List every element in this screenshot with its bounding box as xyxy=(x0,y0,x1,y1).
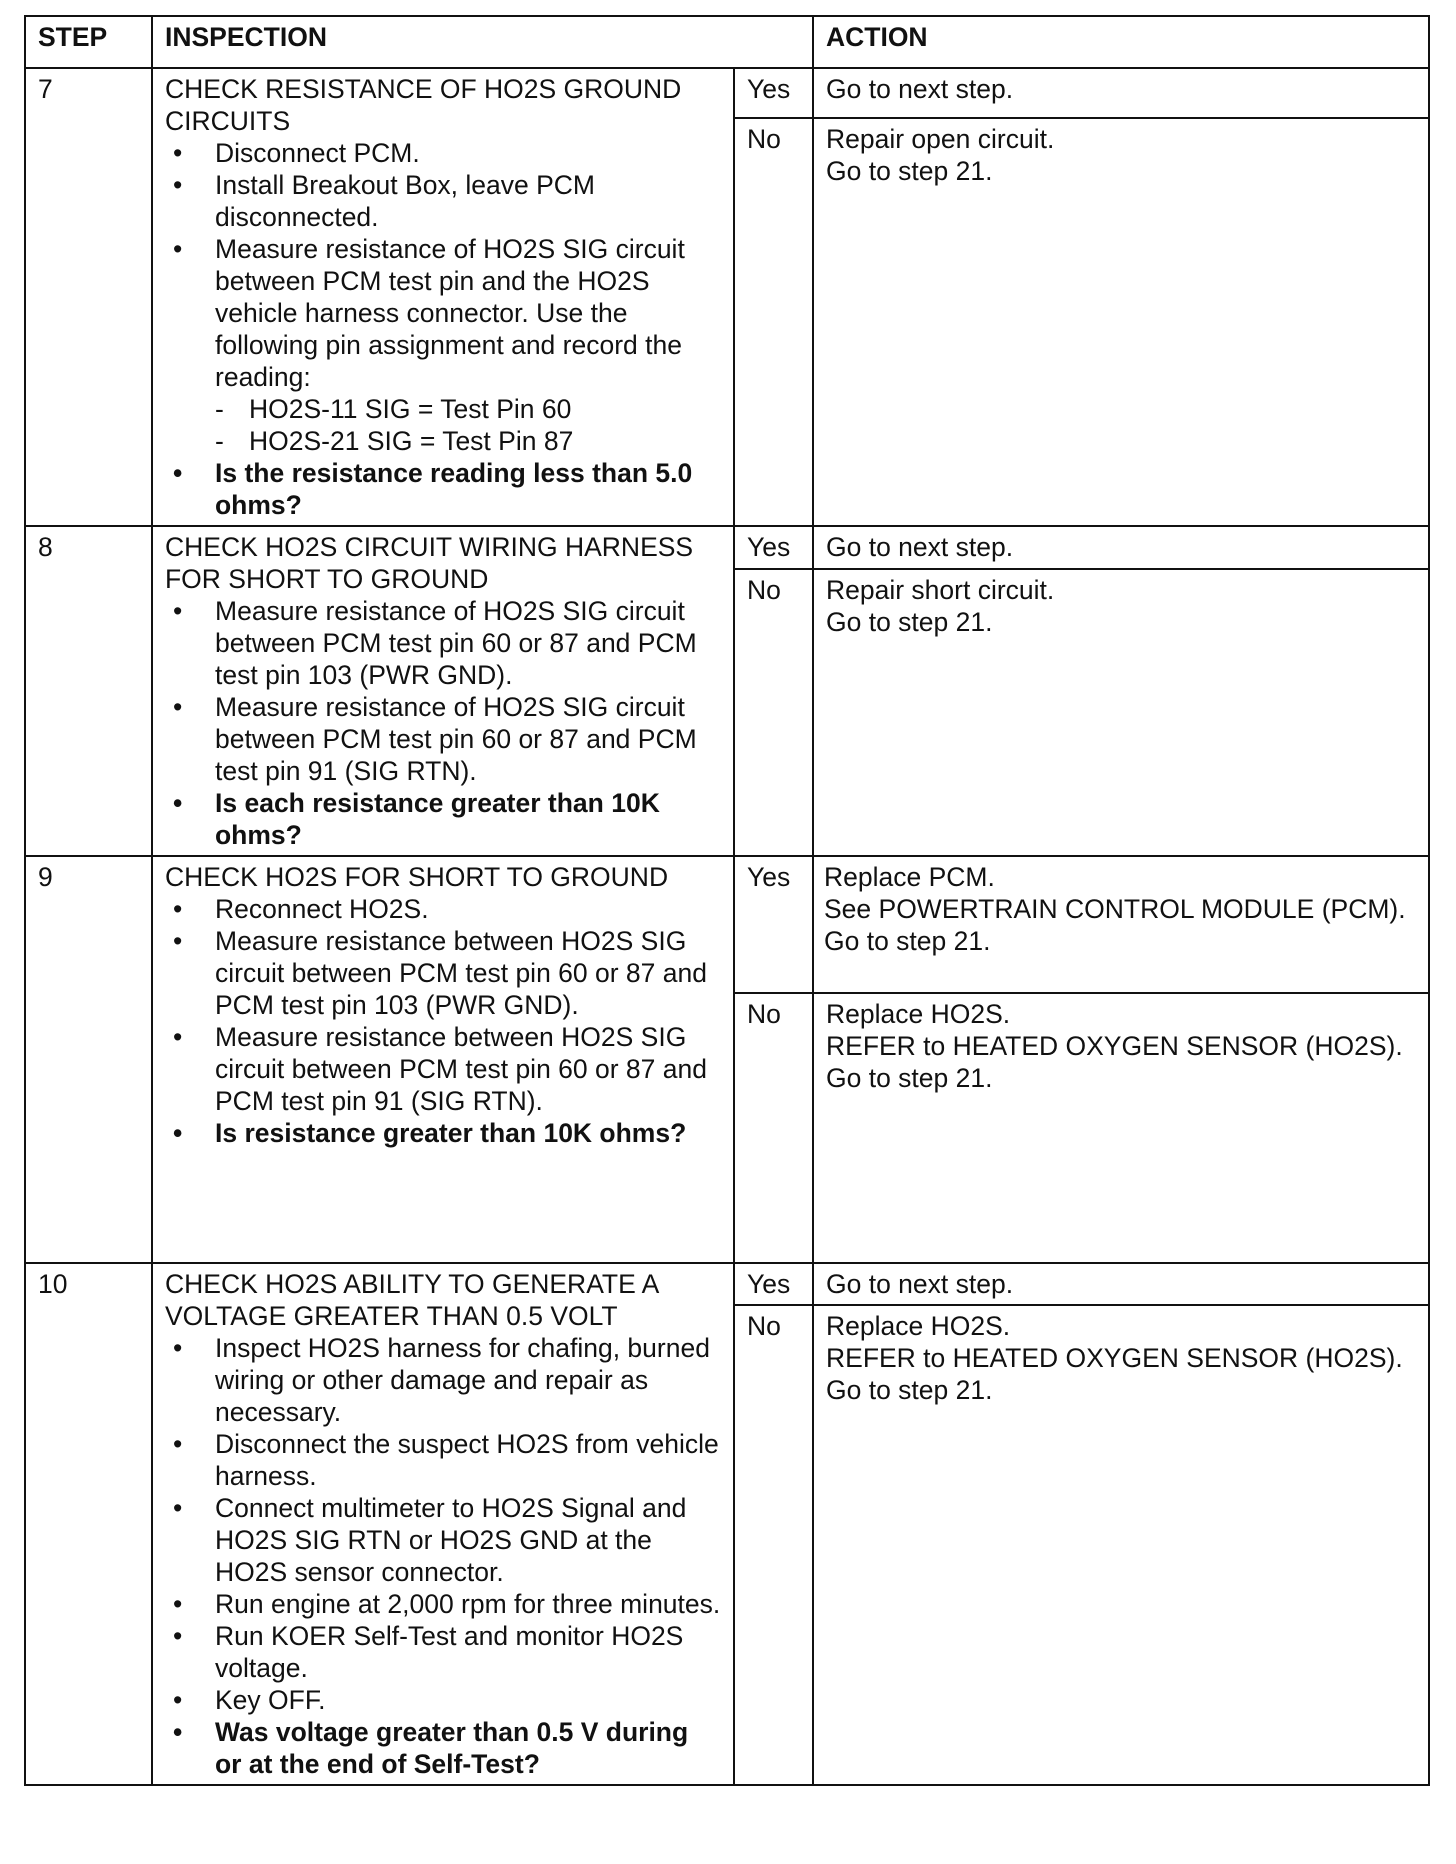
header-inspection: INSPECTION xyxy=(152,16,813,68)
yes-label: Yes xyxy=(734,68,813,118)
inspection-cell xyxy=(152,856,734,1263)
action-line: See POWERTRAIN CONTROL MODULE (PCM). xyxy=(824,894,1406,924)
step-number: 10 xyxy=(25,1263,152,1785)
no-action xyxy=(813,569,1429,856)
no-action xyxy=(813,993,1429,1263)
action-line: Go to step 21. xyxy=(824,926,991,956)
action-line: Go to step 21. xyxy=(826,155,993,186)
yes-label: Yes xyxy=(734,1263,813,1305)
no-label: No xyxy=(734,569,813,856)
step-number: 7 xyxy=(25,68,152,526)
inspection-bullet: • Install Breakout Box, leave PCM disconnected. xyxy=(165,169,721,233)
action-line: REFER to HEATED OXYGEN SENSOR (HO2S). xyxy=(826,1031,1403,1061)
inspection-bullet: • Disconnect the suspect HO2S from vehicle harness. xyxy=(165,1428,721,1492)
inspection-bullet: • Measure resistance between HO2S SIG circuit between PCM test pin 60 or 87 and PCM test pin 91 (SIG RTN). xyxy=(165,1021,721,1117)
inspection-bullet: • Run KOER Self-Test and monitor HO2S voltage. xyxy=(165,1620,721,1684)
action-line: Go to step 21. xyxy=(826,607,993,638)
yes-action xyxy=(813,856,1429,993)
step-row-10 xyxy=(25,1263,1429,1305)
action-line: Go to next step. xyxy=(826,74,1014,104)
inspection-bullet: • Reconnect HO2S. xyxy=(165,893,721,925)
header-row xyxy=(25,16,1429,68)
inspection-title: CHECK HO2S CIRCUIT WIRING HARNESS FOR SHORT TO GROUND xyxy=(165,532,694,594)
inspection-bullet: • Run engine at 2,000 rpm for three minutes. xyxy=(165,1588,721,1620)
yes-label: Yes xyxy=(734,526,813,569)
step-number: 9 xyxy=(25,856,152,1263)
inspection-cell xyxy=(152,68,734,526)
inspection-bullet: • Measure resistance of HO2S SIG circuit between PCM test pin 60 or 87 and PCM test pin 103 (PWR GND). xyxy=(165,595,721,691)
step-number: 8 xyxy=(25,526,152,856)
header-action: ACTION xyxy=(813,16,1429,68)
step-row-7 xyxy=(25,68,1429,118)
inspection-cell xyxy=(152,526,734,856)
action-line: Replace HO2S. xyxy=(826,999,1011,1029)
inspection-bullet: • Connect multimeter to HO2S Signal and HO2S SIG RTN or HO2S GND at the HO2S sensor connector. xyxy=(165,1492,721,1588)
inspection-title: CHECK RESISTANCE OF HO2S GROUND CIRCUITS xyxy=(165,74,682,136)
action-line: Repair open circuit. xyxy=(826,123,1055,154)
step-row-8 xyxy=(25,526,1429,569)
yes-action xyxy=(813,68,1429,118)
action-line: REFER to HEATED OXYGEN SENSOR (HO2S). xyxy=(826,1343,1403,1373)
action-line: Go to step 21. xyxy=(826,1063,993,1093)
action-line: Replace HO2S. xyxy=(826,1311,1011,1341)
step-row-9 xyxy=(25,856,1429,993)
inspection-bullet: • Measure resistance of HO2S SIG circuit between PCM test pin 60 or 87 and PCM test pin 91 (SIG RTN). xyxy=(165,691,721,787)
no-label: No xyxy=(734,1305,813,1785)
header-step: STEP xyxy=(25,16,152,68)
diagnostic-table xyxy=(24,15,1430,1786)
inspection-question: • Was voltage greater than 0.5 V during or at the end of Self-Test? xyxy=(165,1716,721,1780)
inspection-bullet: • Inspect HO2S harness for chafing, burned wiring or other damage and repair as necessary. xyxy=(165,1332,721,1428)
inspection-title: CHECK HO2S ABILITY TO GENERATE A VOLTAGE GREATER THAN 0.5 VOLT xyxy=(165,1269,658,1331)
inspection-question: • Is resistance greater than 10K ohms? xyxy=(165,1117,721,1149)
inspection-cell xyxy=(152,1263,734,1785)
action-line: Go to next step. xyxy=(826,1269,1014,1299)
action-line: Go to step 21. xyxy=(826,1375,993,1405)
yes-label: Yes xyxy=(734,856,813,993)
pin-assignment: - HO2S-11 SIG = Test Pin 60 xyxy=(215,393,721,425)
inspection-bullet: • Measure resistance between HO2S SIG circuit between PCM test pin 60 or 87 and PCM test pin 103 (PWR GND). xyxy=(165,925,721,1021)
yes-action xyxy=(813,526,1429,569)
action-line: Repair short circuit. xyxy=(826,575,1055,606)
yes-action xyxy=(813,1263,1429,1305)
pin-assignment: - HO2S-21 SIG = Test Pin 87 xyxy=(215,425,721,457)
no-label: No xyxy=(734,118,813,526)
action-line: Go to next step. xyxy=(826,532,1014,562)
inspection-bullet-text: Measure resistance of HO2S SIG circuit between PCM test pin and the HO2S vehicle harness connector. Use the following pin assignment and record the reading: xyxy=(215,234,685,392)
inspection-bullet xyxy=(165,233,721,457)
no-label: No xyxy=(734,993,813,1263)
inspection-bullet: • Disconnect PCM. xyxy=(165,137,721,169)
inspection-bullet: • Key OFF. xyxy=(165,1684,721,1716)
no-action xyxy=(813,118,1429,526)
no-action xyxy=(813,1305,1429,1785)
inspection-question: • Is each resistance greater than 10K ohms? xyxy=(165,787,721,851)
inspection-title: CHECK HO2S FOR SHORT TO GROUND xyxy=(165,862,669,892)
inspection-question: • Is the resistance reading less than 5.0 ohms? xyxy=(165,457,721,521)
action-line: Replace PCM. xyxy=(824,862,995,892)
